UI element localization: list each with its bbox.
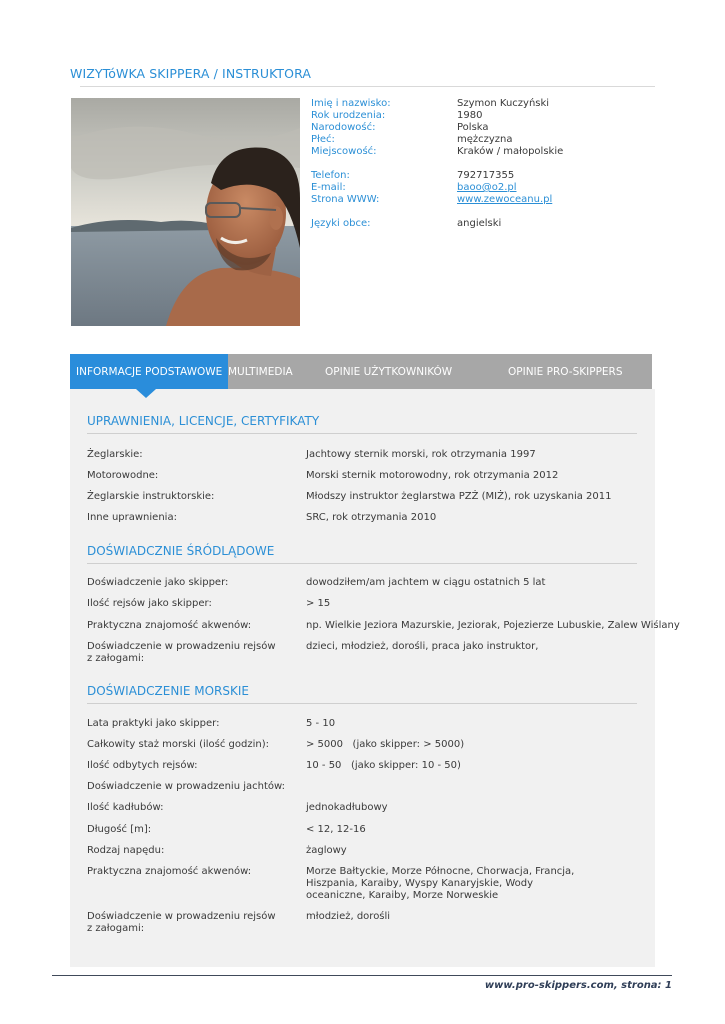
row-value: jednokadłubowy [306,802,388,813]
row-value: SRC, rok otrzymania 2010 [306,512,437,523]
name-value: Szymon Kuczyński [457,98,550,109]
profile-photo [71,98,300,326]
phone-label: Telefon: [311,170,350,181]
birth-value: 1980 [457,110,483,121]
row-label: Ilość rejsów jako skipper: [87,598,212,609]
row-label: Żeglarskie instruktorskie: [87,491,215,502]
row-value: dzieci, młodzież, dorośli, praca jako instruktor, [306,641,539,652]
row-value: np. Wielkie Jeziora Mazurskie, Jeziorak, Pojezierze Lubuskie, Zalew Wiślany [306,620,680,631]
row-value: młodzież, dorośli [306,911,391,922]
location-label: Miejscowość: [311,146,377,157]
gender-value: mężczyzna [457,134,513,145]
languages-label: Języki obce: [311,218,371,229]
tab-user-reviews[interactable]: OPINIE UŻYTKOWNIKÓW [325,366,453,378]
tab-bar [70,354,652,389]
row-value: dowodziłem/am jachtem w ciągu ostatnich 5 lat [306,577,546,588]
footer-text: www.pro-skippers.com, strona: 1 [484,980,672,991]
row-label: Ilość kadłubów: [87,802,164,813]
section-title-licenses: UPRAWNIENIA, LICENCJE, CERTYFIKATY [87,414,320,428]
nationality-value: Polska [457,122,489,133]
row-label: Ilość odbytych rejsów: [87,760,198,771]
row-value: > 5000 (jako skipper: > 5000) [306,739,465,750]
row-label: Doświadczenie w prowadzeniu jachtów: [87,781,285,792]
www-label: Strona WWW: [311,194,380,205]
row-label: Całkowity staż morski (ilość godzin): [87,739,270,750]
skipper-portrait-icon [71,98,300,326]
phone-value: 792717355 [457,170,515,181]
section-divider [87,563,637,564]
section-divider [87,433,637,434]
row-value: Młodszy instruktor żeglarstwa PZŻ (MIŻ), rok uzyskania 2011 [306,491,612,502]
row-label: Doświadczenie jako skipper: [87,577,229,588]
row-value: 10 - 50 (jako skipper: 10 - 50) [306,760,461,771]
gender-label: Płeć: [311,134,335,145]
section-divider [87,703,637,704]
row-label: Długość [m]: [87,824,152,835]
row-value: Morski sternik motorowodny, rok otrzymania 2012 [306,470,559,481]
footer-divider [52,975,672,976]
page-title: WIZYTóWKA SKIPPERA / INSTRUKTORA [70,66,312,81]
tab-multimedia[interactable]: MULTIMEDIA [228,366,293,378]
title-divider [80,86,655,87]
email-label: E-mail: [311,182,346,193]
row-label: Doświadczenie w prowadzeniu rejsów z załogami: [87,641,276,664]
section-title-inland: DOŚWIADCZNIE ŚRÓDLĄDOWE [87,544,275,558]
row-value: Jachtowy sternik morski, rok otrzymania 1997 [306,449,536,460]
row-label: Praktyczna znajomość akwenów: [87,620,252,631]
row-label: Motorowodne: [87,470,159,481]
row-label: Żeglarskie: [87,449,143,460]
birth-label: Rok urodzenia: [311,110,386,121]
row-label: Inne uprawnienia: [87,512,177,523]
www-link[interactable]: www.zewoceanu.pl [457,194,553,205]
email-link[interactable]: baoo@o2.pl [457,182,517,193]
row-label: Rodzaj napędu: [87,845,165,856]
row-value: > 15 [306,598,331,609]
row-label: Lata praktyki jako skipper: [87,718,220,729]
row-value: < 12, 12-16 [306,824,366,835]
tab-pro-skippers-reviews[interactable]: OPINIE PRO-SKIPPERS [508,366,623,378]
row-label: Praktyczna znajomość akwenów: [87,866,252,877]
active-tab-pointer-icon [136,389,156,398]
languages-value: angielski [457,218,502,229]
location-value: Kraków / małopolskie [457,146,564,157]
nationality-label: Narodowość: [311,122,376,133]
row-label: Doświadczenie w prowadzeniu rejsów z załogami: [87,911,276,934]
row-value: żaglowy [306,845,347,856]
row-value: Morze Bałtyckie, Morze Północne, Chorwacja, Francja, Hiszpania, Karaiby, Wyspy Kanaryjskie, Wody oceaniczne, Karaiby, Morze Norweskie [306,866,575,901]
row-value: 5 - 10 [306,718,336,729]
tab-basic-info[interactable]: INFORMACJE PODSTAWOWE [70,354,228,389]
section-title-sea: DOŚWIADCZENIE MORSKIE [87,684,249,698]
name-label: Imię i nazwisko: [311,98,391,109]
